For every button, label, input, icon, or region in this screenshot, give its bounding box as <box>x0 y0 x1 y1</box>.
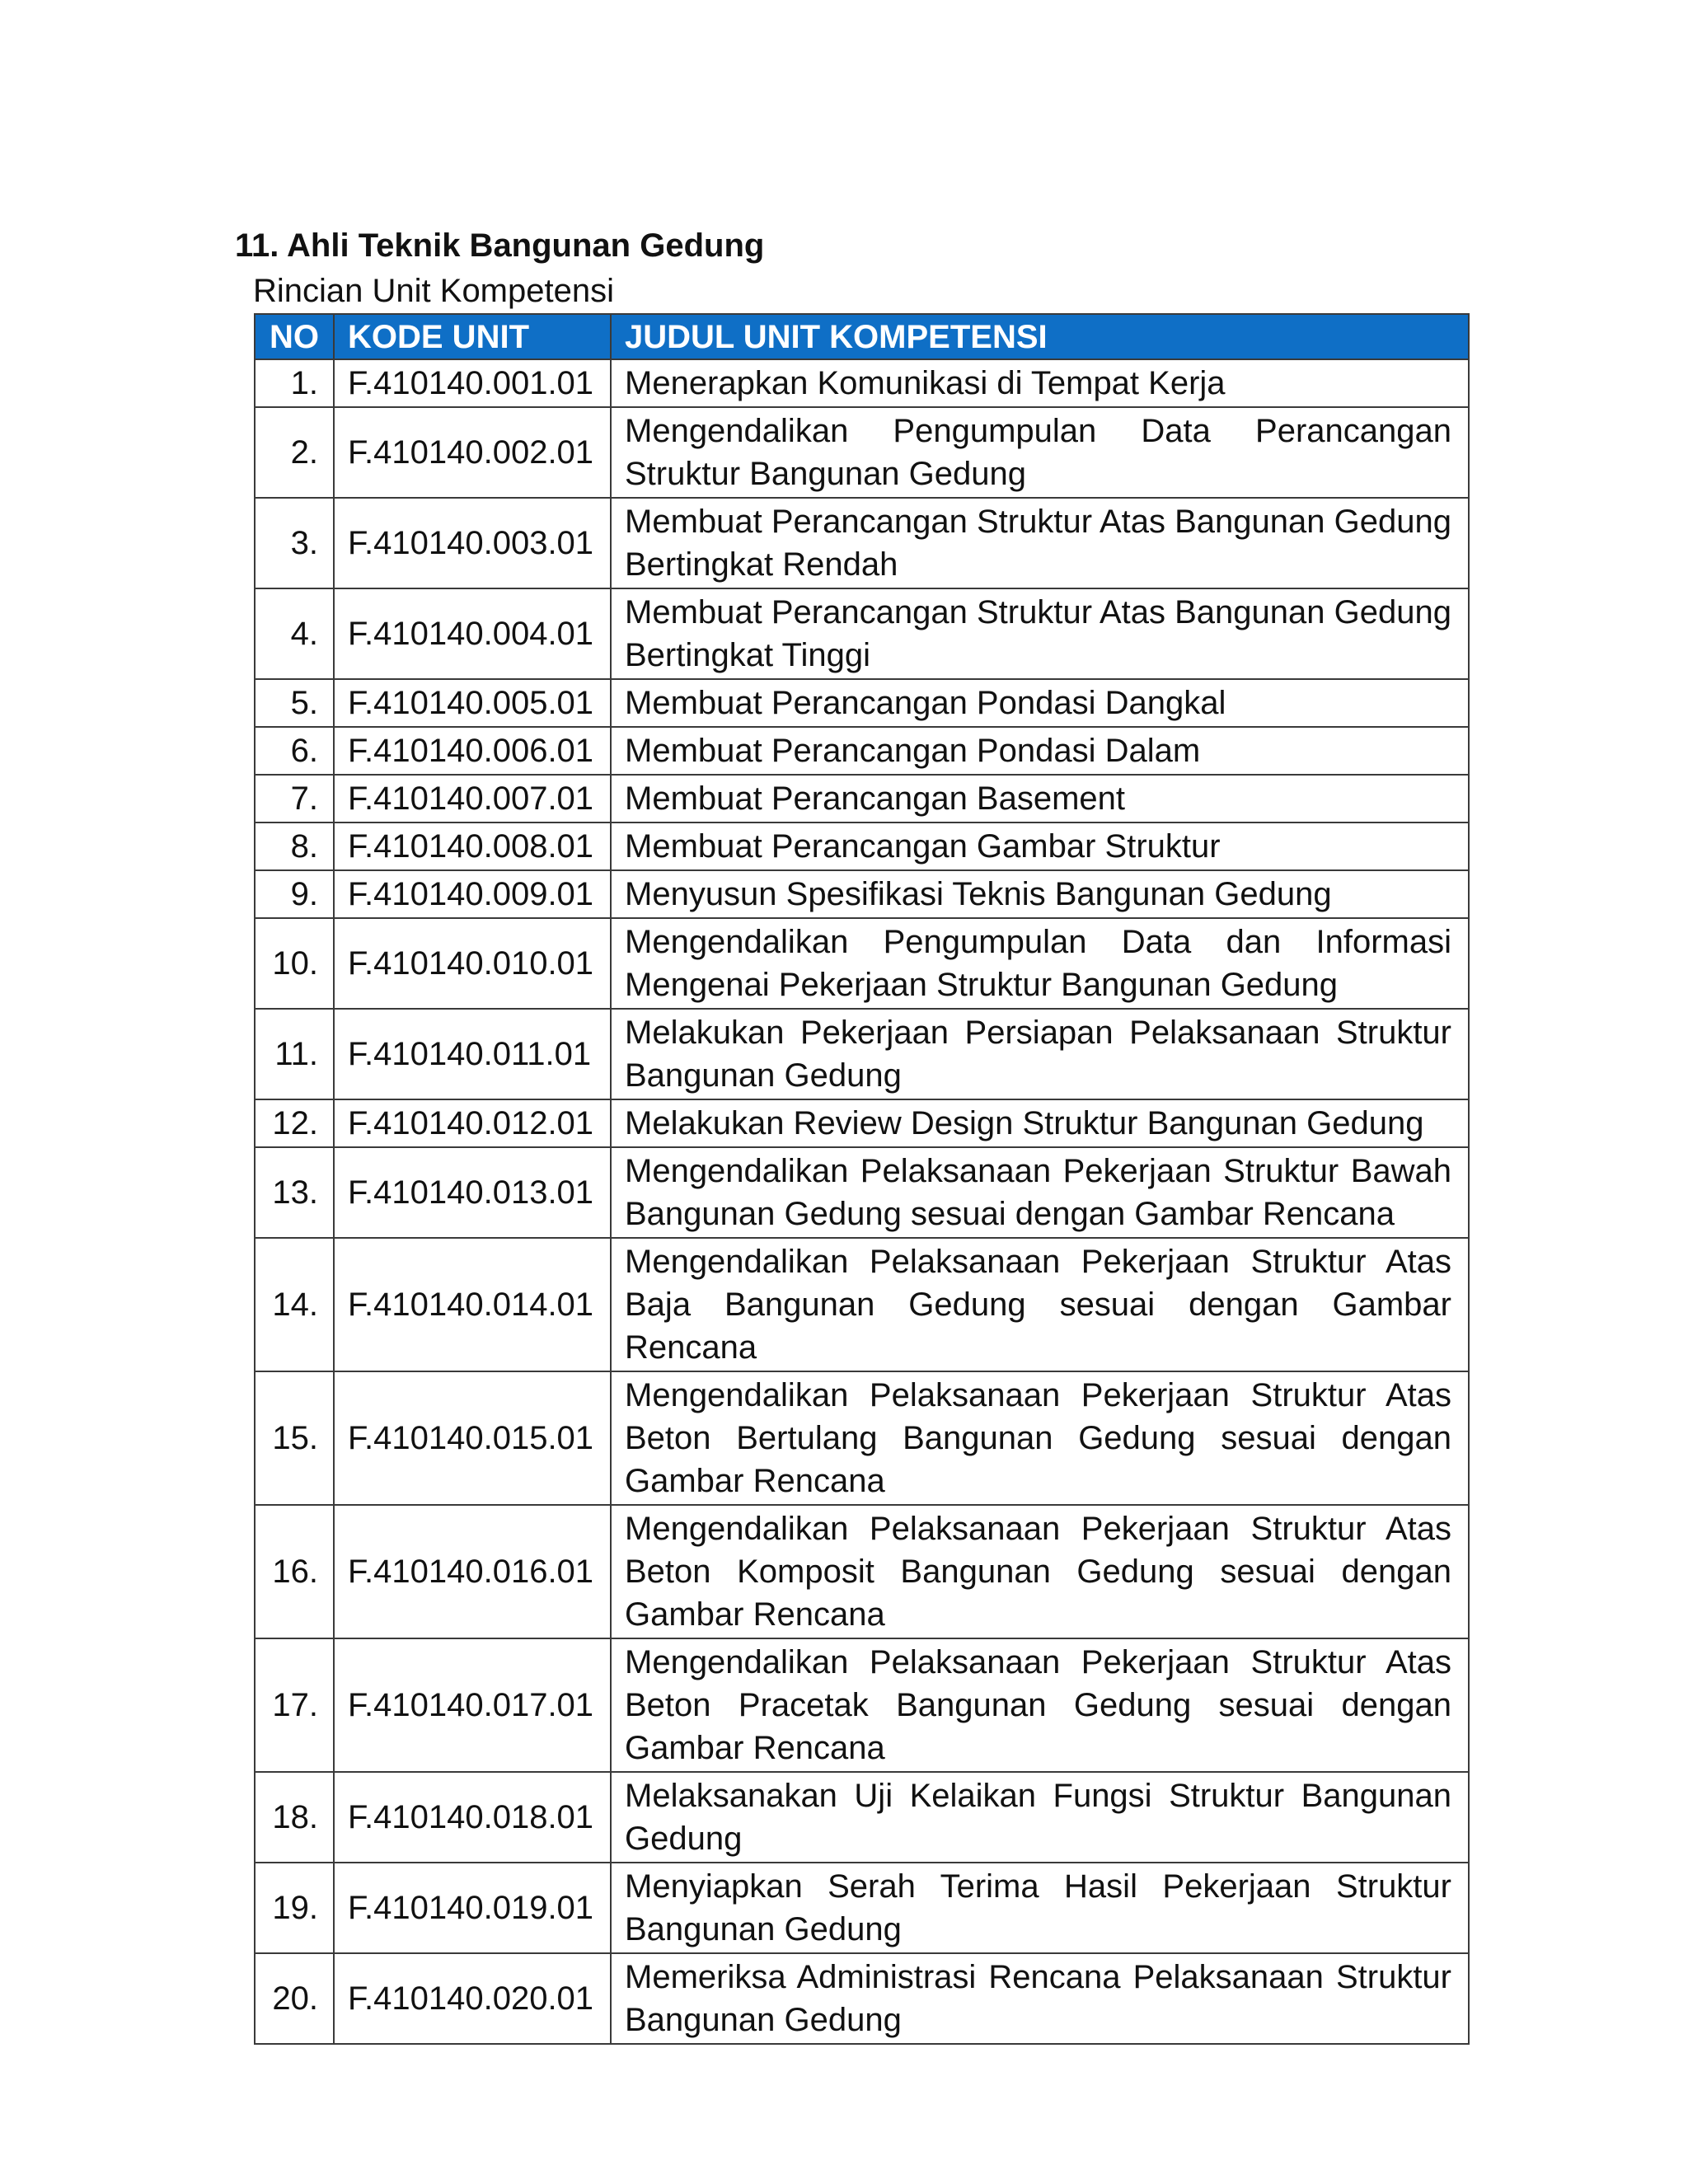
table-row <box>255 1863 1469 1953</box>
table-row <box>255 1371 1469 1505</box>
row-unit-title: Membuat Perancangan Pondasi Dangkal <box>611 679 1469 727</box>
row-unit-title: Menyiapkan Serah Terima Hasil Pekerjaan Struktur Bangunan Gedung <box>611 1863 1469 1953</box>
table-row <box>255 918 1469 1009</box>
row-number: 19. <box>255 1863 334 1953</box>
row-unit-title: Mengendalikan Pelaksanaan Pekerjaan Struktur Atas Beton Pracetak Bangunan Gedung sesuai dengan Gambar Rencana <box>611 1638 1469 1772</box>
table-row <box>255 727 1469 775</box>
section-heading: 11. Ahli Teknik Bangunan Gedung <box>235 227 765 264</box>
row-unit-title: Mengendalikan Pelaksanaan Pekerjaan Struktur Atas Beton Komposit Bangunan Gedung sesuai dengan Gambar Rencana <box>611 1505 1469 1638</box>
row-unit-code: F.410140.013.01 <box>334 1147 611 1238</box>
table-row <box>255 775 1469 823</box>
row-number: 20. <box>255 1953 334 2044</box>
table-row <box>255 1772 1469 1863</box>
table-body <box>255 359 1469 2044</box>
row-number: 11. <box>255 1009 334 1099</box>
row-unit-code: F.410140.015.01 <box>334 1371 611 1505</box>
table-row <box>255 407 1469 498</box>
row-unit-title: Membuat Perancangan Struktur Atas Bangunan Gedung Bertingkat Tinggi <box>611 588 1469 679</box>
row-unit-code: F.410140.002.01 <box>334 407 611 498</box>
section-subheading: Rincian Unit Kompetensi <box>253 273 614 309</box>
row-unit-code: F.410140.019.01 <box>334 1863 611 1953</box>
table-row <box>255 1099 1469 1147</box>
row-unit-title: Memeriksa Administrasi Rencana Pelaksanaan Struktur Bangunan Gedung <box>611 1953 1469 2044</box>
row-unit-code: F.410140.008.01 <box>334 823 611 870</box>
row-unit-title: Membuat Perancangan Struktur Atas Bangunan Gedung Bertingkat Rendah <box>611 498 1469 588</box>
row-unit-code: F.410140.001.01 <box>334 359 611 407</box>
row-number: 2. <box>255 407 334 498</box>
table-row <box>255 870 1469 918</box>
row-unit-title: Melaksanakan Uji Kelaikan Fungsi Struktur Bangunan Gedung <box>611 1772 1469 1863</box>
row-unit-code: F.410140.005.01 <box>334 679 611 727</box>
row-number: 16. <box>255 1505 334 1638</box>
table-row <box>255 1638 1469 1772</box>
row-unit-title: Mengendalikan Pelaksanaan Pekerjaan Struktur Atas Baja Bangunan Gedung sesuai dengan Gambar Rencana <box>611 1238 1469 1371</box>
row-unit-code: F.410140.003.01 <box>334 498 611 588</box>
row-unit-title: Menerapkan Komunikasi di Tempat Kerja <box>611 359 1469 407</box>
row-number: 17. <box>255 1638 334 1772</box>
row-unit-code: F.410140.006.01 <box>334 727 611 775</box>
row-unit-code: F.410140.010.01 <box>334 918 611 1009</box>
row-number: 4. <box>255 588 334 679</box>
row-number: 6. <box>255 727 334 775</box>
row-unit-title: Mengendalikan Pengumpulan Data dan Informasi Mengenai Pekerjaan Struktur Bangunan Gedung <box>611 918 1469 1009</box>
table-header <box>255 314 1469 359</box>
row-number: 8. <box>255 823 334 870</box>
row-unit-title: Menyusun Spesifikasi Teknis Bangunan Gedung <box>611 870 1469 918</box>
row-number: 13. <box>255 1147 334 1238</box>
row-unit-title: Mengendalikan Pelaksanaan Pekerjaan Struktur Bawah Bangunan Gedung sesuai dengan Gambar Rencana <box>611 1147 1469 1238</box>
table-row <box>255 1147 1469 1238</box>
table-row <box>255 823 1469 870</box>
row-number: 9. <box>255 870 334 918</box>
table-row <box>255 1505 1469 1638</box>
table-row <box>255 359 1469 407</box>
table-row <box>255 679 1469 727</box>
row-number: 14. <box>255 1238 334 1371</box>
row-number: 1. <box>255 359 334 407</box>
table-row <box>255 498 1469 588</box>
table-header-row <box>255 314 1469 359</box>
row-unit-code: F.410140.018.01 <box>334 1772 611 1863</box>
row-unit-code: F.410140.009.01 <box>334 870 611 918</box>
row-unit-title: Mengendalikan Pelaksanaan Pekerjaan Struktur Atas Beton Bertulang Bangunan Gedung sesuai dengan Gambar Rencana <box>611 1371 1469 1505</box>
row-unit-title: Mengendalikan Pengumpulan Data Perancangan Struktur Bangunan Gedung <box>611 407 1469 498</box>
competency-unit-table <box>254 313 1470 2045</box>
row-unit-title: Membuat Perancangan Basement <box>611 775 1469 823</box>
row-unit-code: F.410140.007.01 <box>334 775 611 823</box>
table-row <box>255 588 1469 679</box>
header-judul-unit: JUDUL UNIT KOMPETENSI <box>611 314 1469 359</box>
row-unit-code: F.410140.016.01 <box>334 1505 611 1638</box>
row-unit-code: F.410140.011.01 <box>334 1009 611 1099</box>
table-row <box>255 1953 1469 2044</box>
row-number: 10. <box>255 918 334 1009</box>
row-unit-title: Membuat Perancangan Pondasi Dalam <box>611 727 1469 775</box>
row-unit-code: F.410140.020.01 <box>334 1953 611 2044</box>
row-number: 7. <box>255 775 334 823</box>
row-number: 12. <box>255 1099 334 1147</box>
row-number: 15. <box>255 1371 334 1505</box>
table-row <box>255 1009 1469 1099</box>
row-number: 3. <box>255 498 334 588</box>
row-number: 5. <box>255 679 334 727</box>
row-unit-code: F.410140.017.01 <box>334 1638 611 1772</box>
header-kode-unit: KODE UNIT <box>334 314 611 359</box>
row-unit-code: F.410140.004.01 <box>334 588 611 679</box>
row-unit-title: Melakukan Review Design Struktur Bangunan Gedung <box>611 1099 1469 1147</box>
row-unit-code: F.410140.012.01 <box>334 1099 611 1147</box>
row-unit-title: Melakukan Pekerjaan Persiapan Pelaksanaan Struktur Bangunan Gedung <box>611 1009 1469 1099</box>
row-number: 18. <box>255 1772 334 1863</box>
row-unit-title: Membuat Perancangan Gambar Struktur <box>611 823 1469 870</box>
table-row <box>255 1238 1469 1371</box>
header-no: NO <box>255 314 334 359</box>
row-unit-code: F.410140.014.01 <box>334 1238 611 1371</box>
